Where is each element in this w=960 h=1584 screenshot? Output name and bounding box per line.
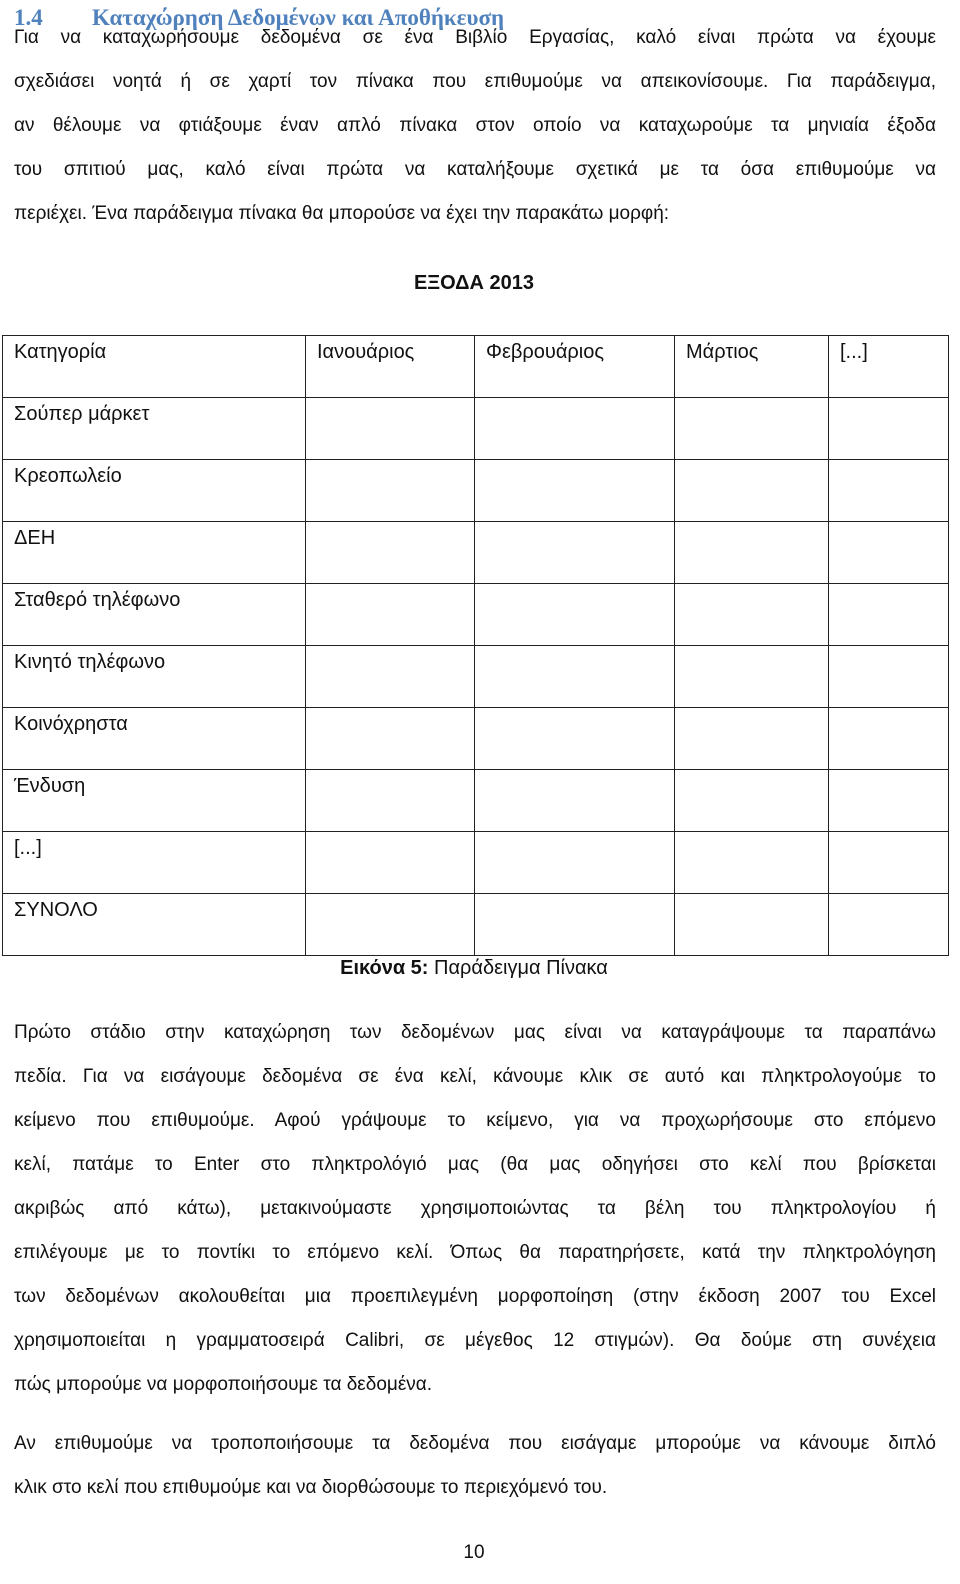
category-cell[interactable]: [...] (3, 832, 306, 894)
empty-cell[interactable] (475, 460, 675, 522)
table-row (3, 584, 949, 646)
empty-cell[interactable] (675, 460, 829, 522)
caption-label: Εικόνα 5: (340, 957, 429, 979)
category-cell[interactable]: Κινητό τηλέφωνο (3, 646, 306, 708)
empty-cell[interactable] (829, 584, 949, 646)
body-paragraph (14, 1011, 936, 1407)
header-cell[interactable]: [...] (829, 336, 949, 398)
body-line: κελί, πατάμε το Enter στο πληκτρολόγιό μας (θα μας οδηγήσει στο κελί που βρίσκεται (14, 1154, 936, 1175)
header-cell[interactable]: Μάρτιος (675, 336, 829, 398)
table-row (3, 398, 949, 460)
intro-line: του σπιτιού μας, καλό είναι πρώτα να καταλήξουμε σχετικά με τα όσα επιθυμούμε να (14, 159, 936, 180)
empty-cell[interactable] (829, 894, 949, 956)
body-line: των δεδομένων ακολουθείται μια προεπιλεγμένη μορφοποίηση (στην έκδοση 2007 του Excel (14, 1286, 936, 1307)
page-number: 10 (463, 1542, 485, 1563)
table-row (3, 522, 949, 584)
empty-cell[interactable] (829, 460, 949, 522)
empty-cell[interactable] (475, 894, 675, 956)
empty-cell[interactable] (675, 522, 829, 584)
intro-paragraph (14, 16, 936, 236)
table-row (3, 770, 949, 832)
table-row (3, 708, 949, 770)
empty-cell[interactable] (829, 522, 949, 584)
empty-cell[interactable] (829, 770, 949, 832)
empty-cell[interactable] (475, 522, 675, 584)
table-row (3, 460, 949, 522)
body-line: επιλέγουμε με το ποντίκι το επόμενο κελί. Όπως θα παρατηρήσετε, κατά την πληκτρολόγηση (14, 1242, 936, 1263)
table-header-row (3, 336, 949, 398)
empty-cell[interactable] (306, 398, 475, 460)
table-title: ΕΞΟΔΑ 2013 (413, 272, 535, 294)
category-cell[interactable]: ΔΕΗ (3, 522, 306, 584)
header-cell[interactable]: Φεβρουάριος (475, 336, 675, 398)
body-line: πεδία. Για να εισάγουμε δεδομένα σε ένα κελί, κάνουμε κλικ σε αυτό και πληκτρολογούμε το (14, 1066, 936, 1087)
closing-line: κλικ στο κελί που επιθυμούμε και να διορθώσουμε το περιεχόμενό του. (14, 1477, 608, 1498)
section-number: 1.4 (14, 5, 43, 30)
empty-cell[interactable] (675, 646, 829, 708)
total-cell[interactable]: ΣΥΝΟΛΟ (3, 894, 306, 956)
empty-cell[interactable] (829, 832, 949, 894)
table-row (3, 646, 949, 708)
empty-cell[interactable] (475, 832, 675, 894)
closing-paragraph (14, 1422, 936, 1510)
section-title: Καταχώρηση Δεδομένων και Αποθήκευση (92, 5, 505, 30)
empty-cell[interactable] (306, 708, 475, 770)
empty-cell[interactable] (306, 770, 475, 832)
empty-cell[interactable] (675, 584, 829, 646)
empty-cell[interactable] (306, 646, 475, 708)
empty-cell[interactable] (475, 770, 675, 832)
intro-line: σχεδιάσει νοητά ή σε χαρτί τον πίνακα που επιθυμούμε να απεικονίσουμε. Για παράδειγμα, (14, 71, 936, 92)
category-cell[interactable]: Κρεοπωλείο (3, 460, 306, 522)
category-cell[interactable]: Σταθερό τηλέφωνο (3, 584, 306, 646)
intro-line: Για να καταχωρήσουμε δεδομένα σε ένα Βιβλίο Εργασίας, καλό είναι πρώτα να έχουμε (14, 27, 936, 48)
empty-cell[interactable] (306, 894, 475, 956)
empty-cell[interactable] (675, 708, 829, 770)
empty-cell[interactable] (675, 398, 829, 460)
body-line: πώς μπορούμε να μορφοποιήσουμε τα δεδομένα. (14, 1374, 433, 1395)
empty-cell[interactable] (475, 708, 675, 770)
empty-cell[interactable] (306, 460, 475, 522)
caption-text: Παράδειγμα Πίνακα (428, 957, 608, 979)
header-cell[interactable]: Κατηγορία (3, 336, 306, 398)
empty-cell[interactable] (829, 646, 949, 708)
category-cell[interactable]: Ένδυση (3, 770, 306, 832)
empty-cell[interactable] (829, 708, 949, 770)
closing-line: Αν επιθυμούμε να τροποποιήσουμε τα δεδομένα που εισάγαμε μπορούμε να κάνουμε διπλό (14, 1433, 936, 1454)
table-row (3, 832, 949, 894)
intro-line: περιέχει. Ένα παράδειγμα πίνακα θα μπορούσε να έχει την παρακάτω μορφή: (14, 203, 670, 224)
category-cell[interactable]: Κοινόχρηστα (3, 708, 306, 770)
category-cell[interactable]: Σούπερ μάρκετ (3, 398, 306, 460)
body-line: κείμενο που επιθυμούμε. Αφού γράψουμε το κείμενο, για να προχωρήσουμε στο επόμενο (14, 1110, 936, 1131)
body-line: Πρώτο στάδιο στην καταχώρηση των δεδομένων μας είναι να καταγράψουμε τα παραπάνω (14, 1022, 936, 1043)
intro-line: αν θέλουμε να φτιάξουμε έναν απλό πίνακα στον οποίο να καταχωρούμε τα μηνιαία έξοδα (14, 115, 936, 136)
header-cell[interactable]: Ιανουάριος (306, 336, 475, 398)
table-total-row (3, 894, 949, 956)
body-line: ακριβώς από κάτω), μετακινούμαστε χρησιμοποιώντας τα βέλη του πληκτρολογίου ή (14, 1198, 936, 1219)
empty-cell[interactable] (475, 584, 675, 646)
empty-cell[interactable] (306, 522, 475, 584)
body-line: χρησιμοποιείται η γραμματοσειρά Calibri, σε μέγεθος 12 στιγμών). Θα δούμε στη συνέχεια (14, 1330, 936, 1351)
expenses-table (2, 335, 949, 956)
empty-cell[interactable] (675, 894, 829, 956)
empty-cell[interactable] (829, 398, 949, 460)
empty-cell[interactable] (306, 832, 475, 894)
empty-cell[interactable] (675, 832, 829, 894)
empty-cell[interactable] (475, 646, 675, 708)
empty-cell[interactable] (306, 584, 475, 646)
empty-cell[interactable] (675, 770, 829, 832)
figure-caption (0, 957, 948, 980)
empty-cell[interactable] (475, 398, 675, 460)
